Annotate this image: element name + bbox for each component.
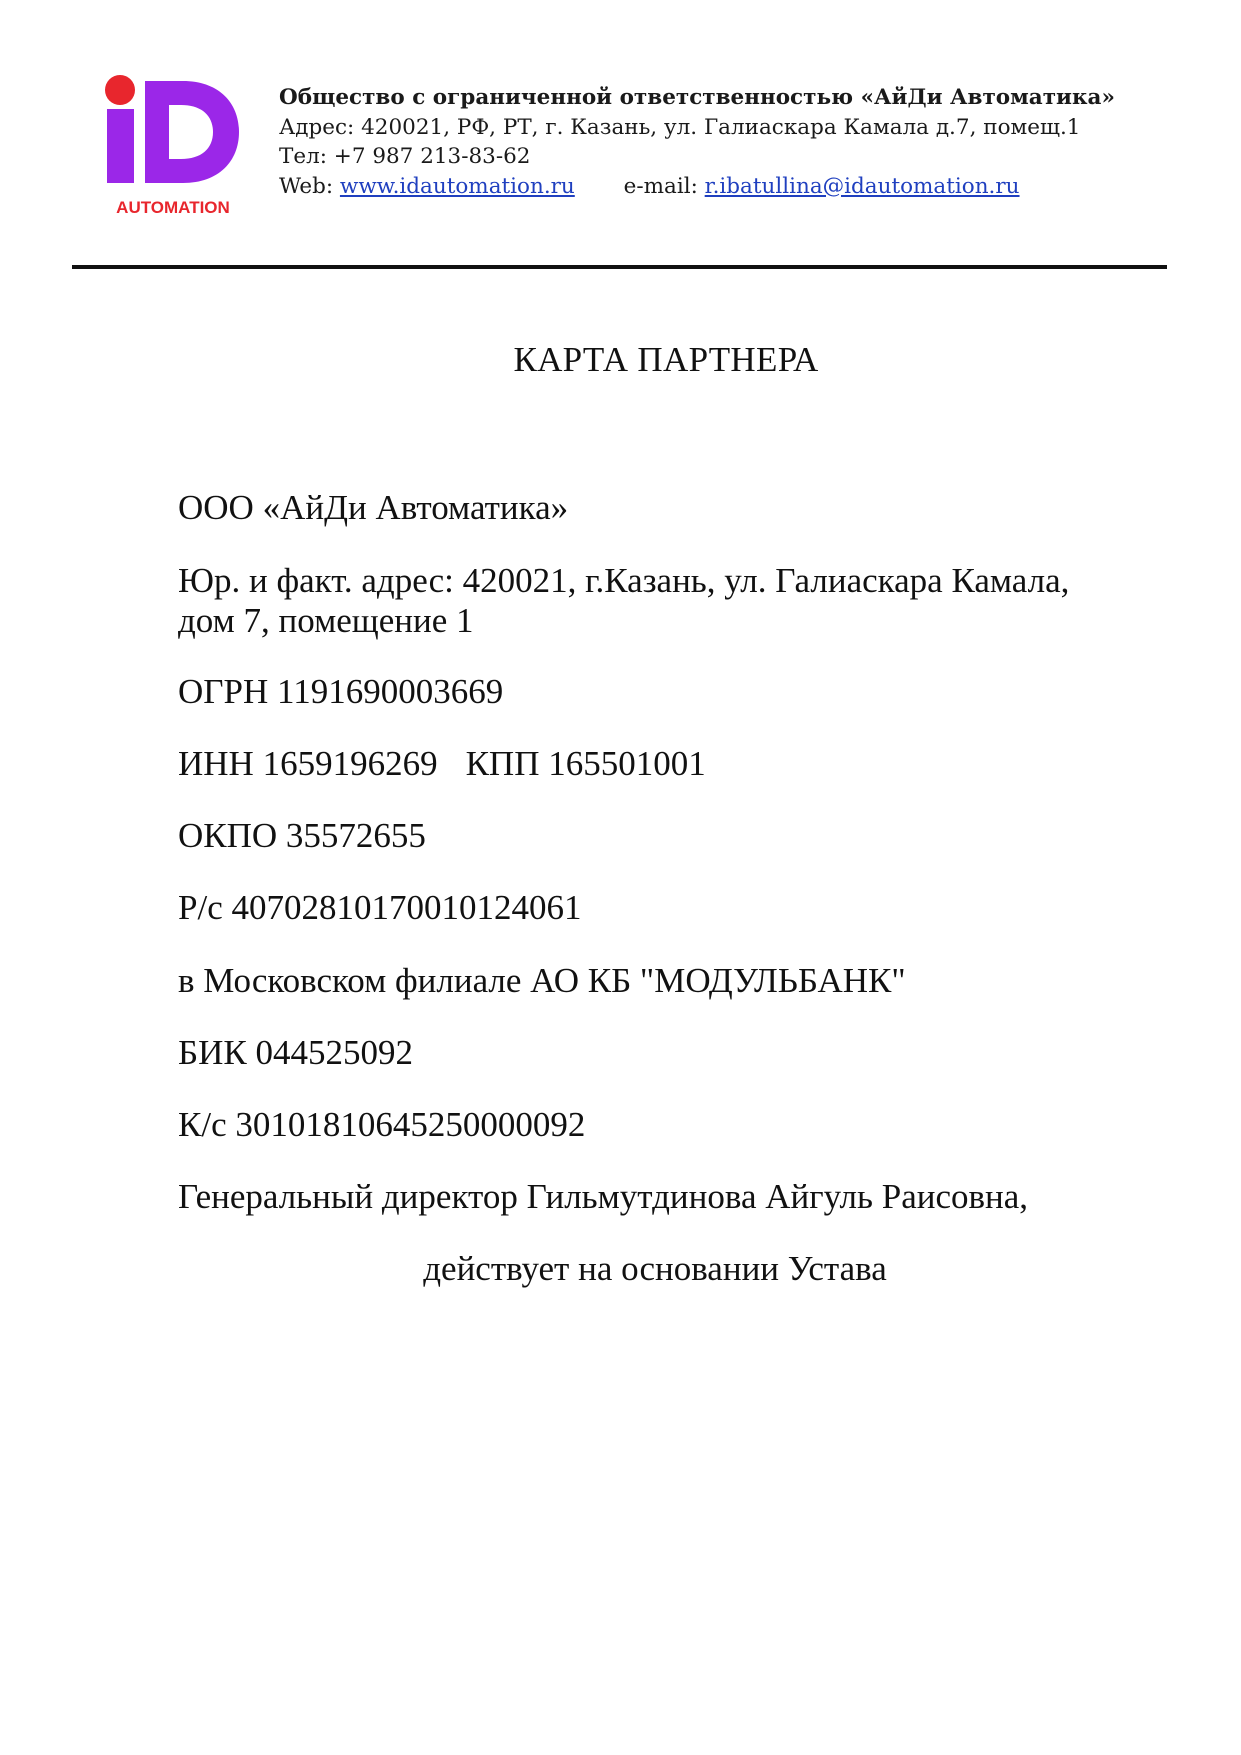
bank-field: в Московском филиале АО КБ "МОДУЛЬБАНК"	[178, 961, 906, 1000]
inn-kpp-row	[178, 744, 1168, 784]
director-field: Генеральный директор Гильмутдинова Айгуль Раисовна,	[178, 1177, 1029, 1216]
letterhead-phone: Тел: +7 987 213-83-62	[279, 144, 531, 169]
okpo-field: ОКПО 35572655	[178, 816, 426, 855]
logo-subtitle: AUTOMATION	[116, 198, 230, 217]
kpp-field: КПП 165501001	[465, 744, 706, 783]
inn-field: ИНН 1659196269	[178, 744, 438, 783]
company-name: ООО «АйДи Автоматика»	[178, 488, 569, 527]
email-label: e-mail:	[623, 173, 698, 199]
bik-field: БИК 044525092	[178, 1033, 413, 1072]
letterhead	[279, 83, 1179, 201]
logo-dot	[105, 75, 135, 105]
corr-account-field: К/с 30101810645250000092	[178, 1105, 586, 1144]
letterhead-company: Общество с ограниченной ответственностью «АйДи Автоматика»	[279, 85, 1115, 110]
letterhead-address: Адрес: 420021, РФ, РТ, г. Казань, ул. Галиаскара Камала д.7, помещ.1	[279, 114, 1081, 140]
company-logo	[103, 73, 243, 221]
email-link[interactable]: r.ibatullina@idautomation.ru	[704, 173, 1020, 199]
legal-address	[178, 561, 1168, 641]
ogrn-field: ОГРН 1191690003669	[178, 672, 504, 711]
document-title: КАРТА ПАРТНЕРА	[513, 340, 819, 379]
website-link[interactable]: www.idautomation.ru	[339, 173, 575, 199]
account-field: Р/с 40702810170010124061	[178, 888, 582, 927]
legal-address-line2: дом 7, помещение 1	[178, 601, 474, 640]
web-label: Web:	[279, 173, 334, 199]
legal-address-line1: Юр. и факт. адрес: 420021, г.Казань, ул. Галиаскара Камала,	[178, 561, 1070, 600]
email-block	[624, 174, 1020, 199]
logo-d-letter	[145, 81, 239, 183]
logo-i-stem	[107, 109, 134, 183]
header-divider	[72, 265, 1167, 269]
letterhead-contacts	[279, 172, 1179, 202]
basis-field: действует на основании Устава	[423, 1249, 887, 1288]
